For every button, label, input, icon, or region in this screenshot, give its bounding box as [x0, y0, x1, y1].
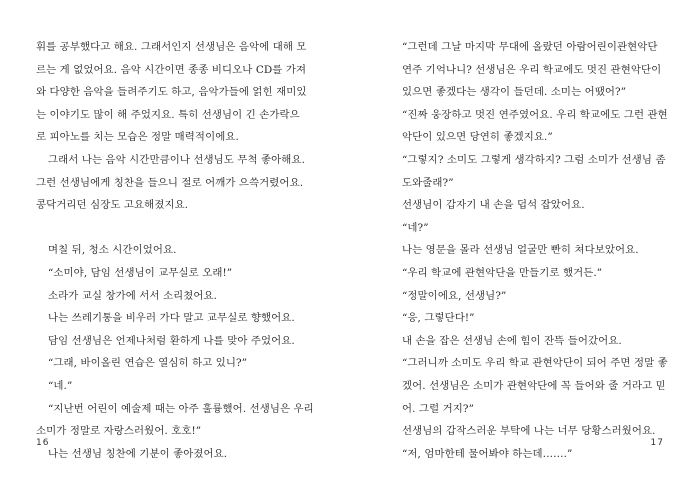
text-line: “지난번 어린이 예술제 때는 아주 훌륭했어. 선생님은 우리 [48, 402, 314, 415]
text-line: 담임 선생님은 언제나처럼 환하게 나를 맞아 주었어요. [48, 334, 295, 347]
text-line: “정말이에요, 선생님?” [402, 289, 507, 302]
text-line: “우리 학교에 관현악단을 만들기로 했거든.” [402, 266, 603, 279]
page-number-right: 17 [650, 438, 664, 448]
text-line: 나는 영문을 몰라 선생님 얼굴만 빤히 쳐다보았어요. [402, 244, 639, 257]
text-line: 내 손을 잡은 선생님 손에 힘이 잔뜩 들어갔어요. [402, 334, 622, 347]
blank-line [36, 217, 328, 240]
text-line: 소미가 정말로 자랑스러웠어. 호호!” [36, 425, 202, 438]
text-line: “저, 엄마한테 물어봐야 하는데…….” [402, 447, 573, 460]
text-line: 어. 그럴 거지?” [402, 402, 474, 415]
text-line: 로 피아노를 치는 모습은 정말 매력적이에요. [36, 131, 239, 144]
text-line: 르는 게 없었어요. 음악 시간이면 종종 비디오나 CD를 가져 [36, 63, 307, 76]
text-line: “그러니까 소미도 우리 학교 관현악단이 되어 주면 정말 좋 [402, 357, 668, 370]
text-line: 와 다양한 음악을 들려주기도 하고, 음악가들에 얽힌 재미있 [36, 86, 307, 99]
text-line: 소라가 교실 창가에 서서 소리쳤어요. [48, 289, 218, 302]
text-line: 는 이야기도 많이 해 주었지요. 특히 선생님이 긴 손가락으 [36, 108, 300, 121]
text-line: 휘를 공부했다고 해요. 그래서인지 선생님은 음악에 대해 모 [36, 41, 307, 53]
text-line: “그런데 그날 마지막 무대에 올랐던 아람어린이관현악단 [402, 41, 658, 53]
left-page-text [36, 36, 328, 465]
text-line: 도와줄래?” [402, 176, 454, 189]
text-line: 그런 선생님에게 칭찬을 들으니 절로 어깨가 으쓱거렸어요. [36, 176, 304, 189]
right-page [350, 0, 700, 478]
text-line: 며칠 뒤, 청소 시간이었어요. [48, 244, 177, 257]
text-line: 악단이 있으면 당연히 좋겠지요.” [402, 131, 553, 144]
right-page-text [402, 36, 680, 465]
text-line: “응, 그렇단다!” [402, 312, 475, 325]
text-line: “그렇지? 소미도 그렇게 생각하지? 그럼 소미가 선생님 좀 [402, 153, 666, 166]
text-line: “네.” [48, 379, 73, 392]
text-line: 겠어. 선생님은 소미가 관현악단에 꼭 들어와 줄 거라고 믿 [402, 379, 666, 392]
text-line: “그래, 바이올린 연습은 열심히 하고 있니?” [48, 357, 248, 370]
text-line: “네?” [402, 221, 429, 234]
text-line: 연주 기억나니? 선생님은 우리 학교에도 멋진 관현악단이 [402, 63, 662, 76]
text-line: 있으면 좋겠다는 생각이 들던데. 소미는 어땠어?” [402, 86, 627, 99]
text-line: 콩닥거리던 심장도 고요해졌지요. [36, 199, 189, 212]
text-line: 선생님이 갑자기 내 손을 덥석 잡았어요. [402, 199, 585, 212]
text-line: “진짜 웅장하고 멋진 연주였어요. 우리 학교에도 그런 관현 [402, 108, 668, 121]
text-line: “소미야, 담임 선생님이 교무실로 오래!” [48, 266, 233, 279]
text-line: 나는 쓰레기통을 비우러 가다 말고 교무실로 향했어요. [48, 312, 295, 325]
text-line: 선생님의 갑작스러운 부탁에 나는 너무 당황스러웠어요. [402, 425, 656, 438]
text-line: 나는 선생님 칭찬에 기분이 좋아졌어요. [48, 447, 228, 460]
page-number-left: 16 [36, 438, 50, 448]
text-line: 그래서 나는 음악 시간만큼이나 선생님도 무척 좋아해요. [48, 153, 305, 166]
